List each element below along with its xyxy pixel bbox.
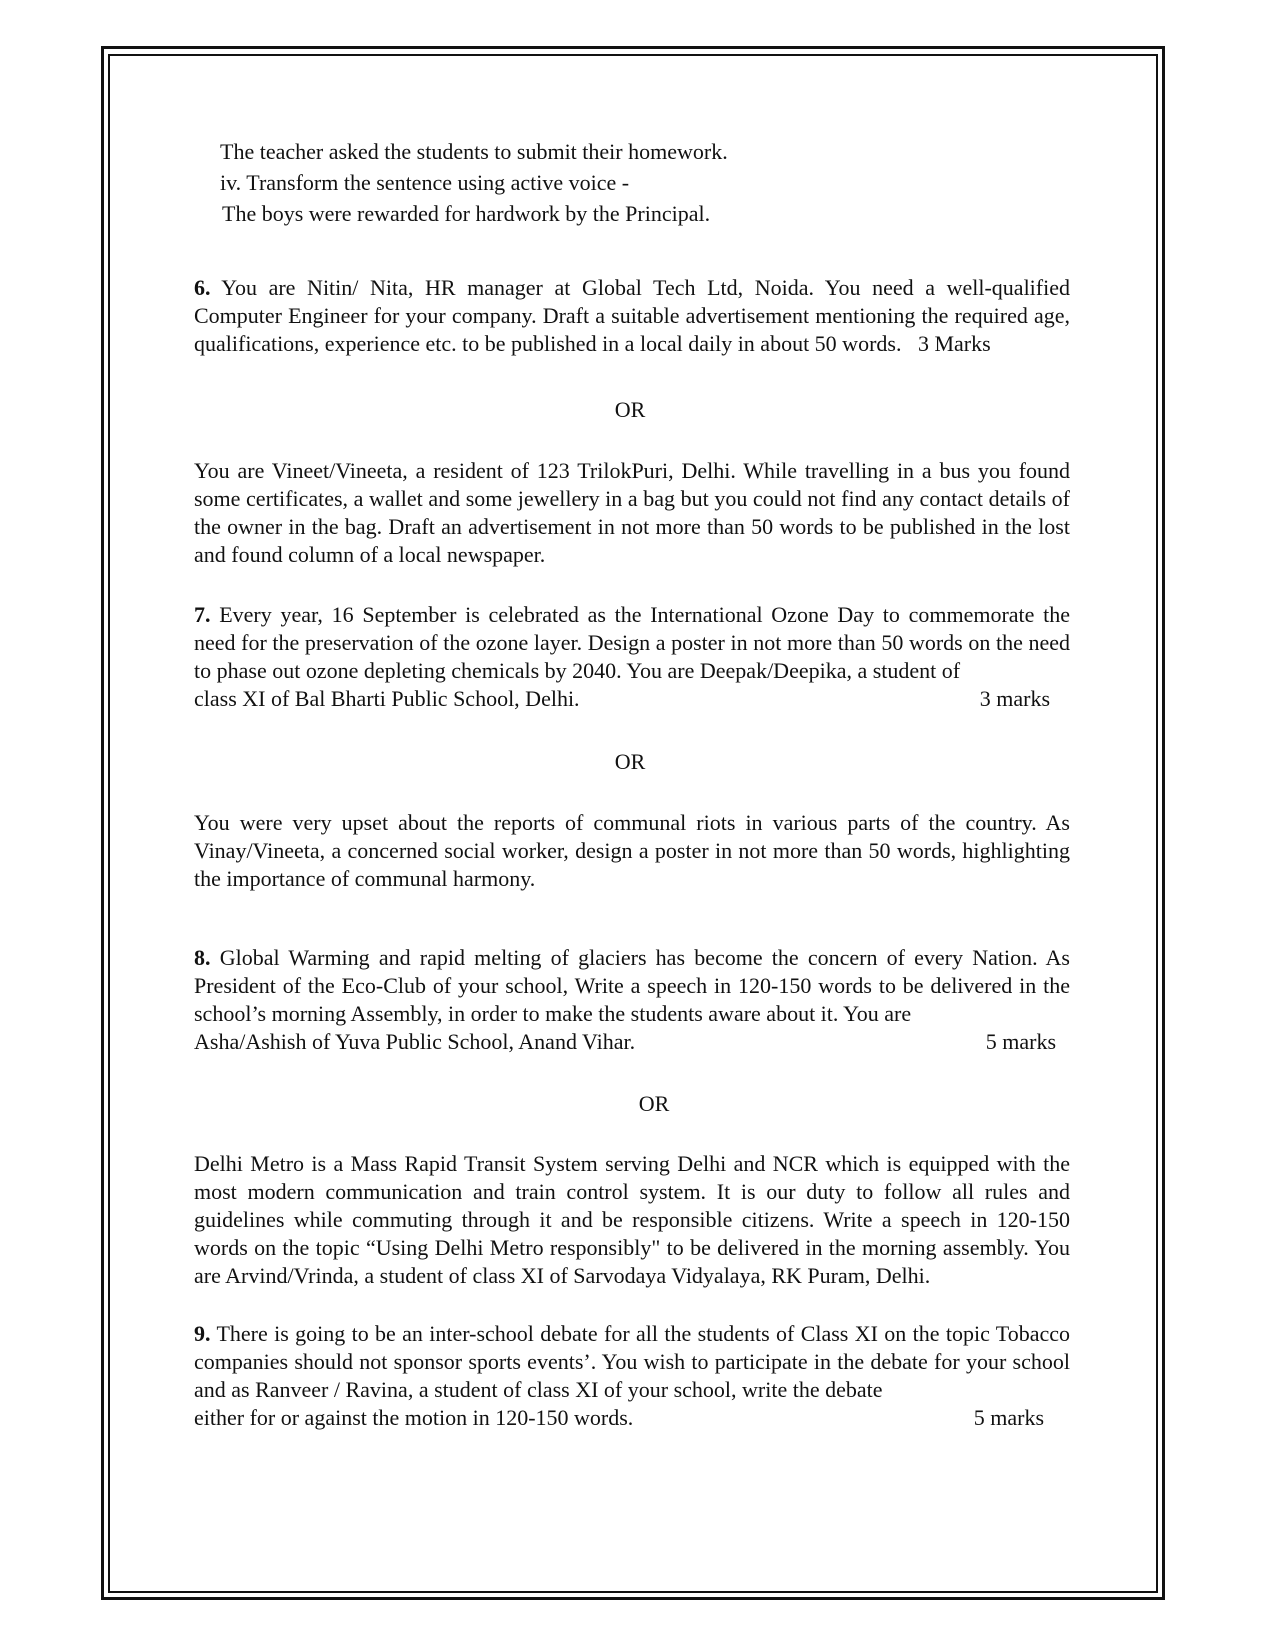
or-divider-6: OR: [614, 397, 646, 422]
question-9-last-text: either for or against the motion in 120-150 words.: [194, 1405, 634, 1430]
question-7-last-line: [194, 685, 1050, 713]
question-9-marks: 5 marks: [973, 1405, 1044, 1430]
question-7-last-text: class XI of Bal Bharti Public School, Delhi.: [194, 686, 580, 711]
or-divider-7: OR: [614, 749, 646, 774]
question-6-number: 6.: [194, 275, 211, 300]
question-8-last-text: Asha/Ashish of Yuva Public School, Anand Vihar.: [194, 1029, 636, 1054]
question-9-number: 9.: [194, 1321, 211, 1346]
question-iv-instruction: iv. Transform the sentence using active voice -: [220, 170, 630, 195]
question-6-alternative: You are Vineet/Vineeta, a resident of 123 TrilokPuri, Delhi. While travelling in a bus you found some certificates, a wallet and some jewellery in a bag but you could not find any contact details of the owner in the bag. Draft an advertisement in not more than 50 words to be published in the lost and found column of a local newspaper.: [194, 458, 1070, 567]
question-7: [194, 601, 1070, 685]
question-8-marks: 5 marks: [985, 1029, 1056, 1054]
question-6: [194, 274, 1070, 358]
question-7-number: 7.: [194, 602, 211, 627]
question-8-number: 8.: [194, 945, 211, 970]
question-7-alternative: You were very upset about the reports of communal riots in various parts of the country. As Vinay/Vineeta, a concerned social worker, design a poster in not more than 50 words, highlighting the importance of communal harmony.: [194, 810, 1070, 891]
question-iv-sentence: The boys were rewarded for hardwork by the Principal.: [222, 201, 711, 226]
question-9-text: There is going to be an inter-school debate for all the students of Class XI on the topic Tobacco companies should not sponsor sports events’. You wish to participate in the debate for your school and as Ranveer / Ravina, a student of class XI of your school, write the debate: [194, 1321, 1070, 1402]
question-9-last-line: [194, 1404, 1044, 1432]
question-6-marks: 3 Marks: [917, 331, 991, 356]
or-divider-8: OR: [638, 1091, 670, 1116]
question-8-text: Global Warming and rapid melting of glaciers has become the concern of every Nation. As President of the Eco-Club of your school, Write a speech in 120-150 words to be delivered in the school’s morning Assembly, in order to make the students aware about it. You are: [194, 945, 1070, 1026]
example-sentence: The teacher asked the students to submit their homework.: [220, 139, 728, 164]
question-8-last-line: [194, 1028, 1056, 1056]
question-7-marks: 3 marks: [979, 686, 1050, 711]
question-9: [194, 1320, 1070, 1404]
question-8-alternative: Delhi Metro is a Mass Rapid Transit System serving Delhi and NCR which is equipped with the most modern communication and train control system. It is our duty to follow all rules and guidelines while commuting through it and be responsible citizens. Write a speech in 120-150 words on the topic “Using Delhi Metro responsibly" to be delivered in the morning assembly. You are Arvind/Vrinda, a student of class XI of Sarvodaya Vidyalaya, RK Puram, Delhi.: [194, 1151, 1070, 1288]
question-8: [194, 944, 1070, 1028]
question-6-text: You are Nitin/ Nita, HR manager at Global Tech Ltd, Noida. You need a well-qualified Computer Engineer for your company. Draft a suitable advertisement mentioning the required age, qualifications, experience etc. to be published in a local daily in about 50 words.: [194, 275, 1070, 356]
question-7-text: Every year, 16 September is celebrated as the International Ozone Day to commemorate the need for the preservation of the ozone layer. Design a poster in not more than 50 words on the need to phase out ozone depleting chemicals by 2040. You are Deepak/Deepika, a student of: [194, 602, 1071, 683]
